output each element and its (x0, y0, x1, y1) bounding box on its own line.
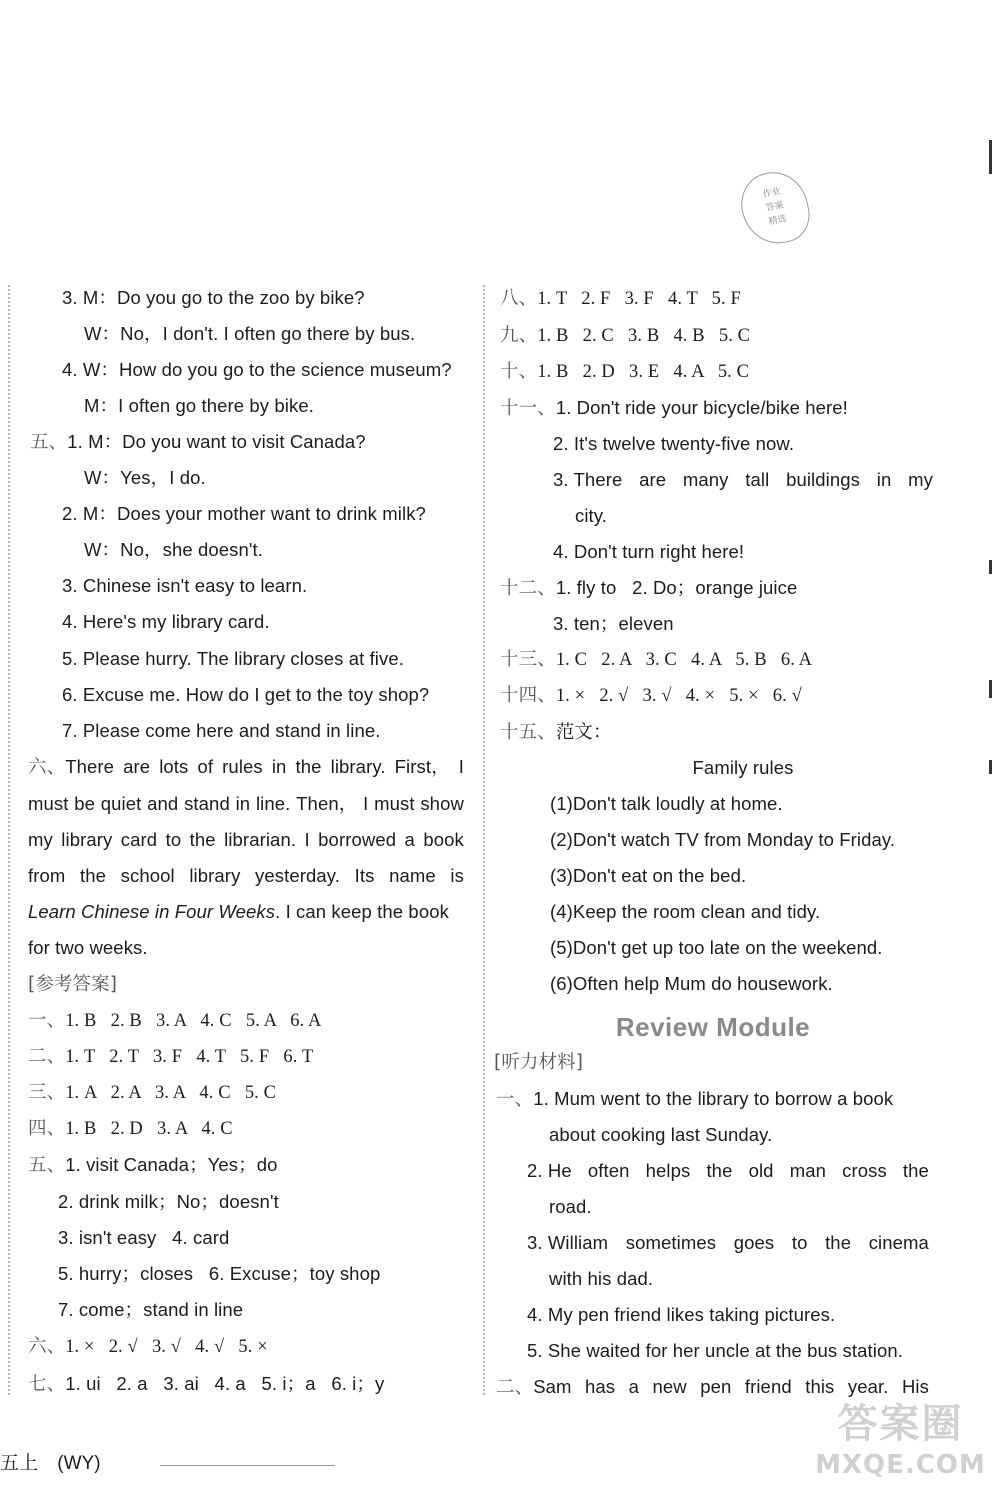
text-line: 4. My pen friend likes taking pictures. (527, 1304, 836, 1325)
answer-text: 1. B 2. C 3. B 4. B 5. C (537, 326, 751, 346)
section-number: 十一、 (500, 398, 556, 419)
word (28, 749, 114, 785)
grade-label: 五上 (0, 1452, 39, 1474)
word: year. (847, 1376, 889, 1397)
answer-line (28, 1329, 268, 1365)
word: There (65, 756, 115, 777)
answer-line (28, 1003, 321, 1039)
word: name (389, 865, 436, 886)
word: stand (184, 793, 230, 814)
word: new (652, 1376, 687, 1397)
word: old (748, 1160, 774, 1181)
answer-text: 1. × 2. √ 3. √ 4. × 5. × 6. √ (555, 686, 802, 706)
word: 2. He (527, 1160, 572, 1181)
essay-line: (4)Keep the room clean and tidy. (550, 901, 821, 922)
word: yesterday. (255, 865, 341, 886)
word: library. (330, 756, 386, 777)
answer-line (28, 1111, 233, 1147)
book-title: Learn Chinese in Four Weeks (28, 901, 276, 922)
footer-rule (160, 1465, 335, 1466)
answer-line (500, 354, 749, 390)
essay-title: Family rules (692, 757, 794, 778)
word: many (682, 469, 729, 490)
word: in (876, 469, 892, 490)
section-number: 十二、 (500, 578, 556, 599)
text-span: 1. Mum went to the library to borrow a book (533, 1088, 894, 1109)
text-line: with his dad. (549, 1268, 654, 1289)
word: and (147, 793, 179, 814)
section-number: 八、 (500, 288, 538, 309)
answer-text: 1. × 2. √ 3. √ 4. √ 5. × (65, 1337, 268, 1357)
answer-line: 3. isn't easy 4. card (58, 1227, 230, 1248)
page-footer (0, 1448, 101, 1478)
text-line: 4. Here's my library card. (62, 611, 270, 632)
answer-text: 1. Don't ride your bicycle/bike here! (555, 397, 848, 418)
word: library (61, 829, 113, 850)
section-title: Review Module (615, 1012, 811, 1042)
text-line: W：Yes，I do. (84, 467, 206, 488)
word: buildings (786, 469, 860, 490)
word: from (28, 865, 66, 886)
word: book (423, 829, 464, 850)
answer-text: 1. fly to 2. Do；orange juice (555, 577, 798, 598)
word: tall (745, 469, 770, 490)
word: my (28, 829, 53, 850)
word: Then， (296, 793, 358, 814)
answer-text: 1. C 2. A 3. C 4. A 5. B 6. A (555, 650, 813, 670)
watermark-text: 答案圈 (837, 1401, 964, 1447)
answer-text: 1. ui 2. a 3. ai 4. a 5. i；a 6. i；y (65, 1373, 385, 1394)
word: to (791, 1232, 808, 1253)
paragraph-line (28, 858, 464, 894)
word: has (585, 1376, 616, 1397)
text-line: road. (549, 1196, 592, 1217)
word: lots (159, 756, 189, 777)
answer-line: 7. come；stand in line (58, 1299, 244, 1320)
word: I (304, 829, 310, 850)
answer-text: 1. T 2. F 3. F 4. T 5. F (537, 289, 741, 309)
word: man (789, 1160, 826, 1181)
section-number: 五、 (28, 1155, 66, 1176)
edge-mark (989, 560, 992, 574)
word: His (901, 1376, 929, 1397)
section-number: 一、 (28, 1010, 66, 1031)
word: cross (842, 1160, 887, 1181)
word: sometimes (625, 1232, 717, 1253)
word: friend (744, 1376, 792, 1397)
answer-line (500, 714, 612, 750)
word: the (825, 1232, 852, 1253)
word: my (908, 469, 933, 490)
word: quiet (100, 793, 142, 814)
text-span: 1. M：Do you want to visit Canada? (67, 431, 366, 452)
section-label: 范文： (555, 722, 612, 743)
text-line: W：No，I don't. I often go there by bus. (84, 323, 416, 344)
word: borrowed (318, 829, 397, 850)
section-number: 四、 (28, 1118, 66, 1139)
text-line: W：No，she doesn't. (84, 539, 263, 560)
answer-text: 1. T 2. T 3. F 4. T 5. F 6. T (65, 1047, 314, 1067)
word: library (189, 865, 241, 886)
answer-line: 3. ten；eleven (553, 613, 674, 634)
word: I (458, 756, 464, 777)
section-number: 一、 (496, 1089, 534, 1110)
word: card (120, 829, 158, 850)
word: the (189, 829, 216, 850)
text-line (527, 1153, 929, 1189)
word: 3. William (527, 1232, 609, 1253)
answer-text: 1. visit Canada；Yes；do (65, 1154, 278, 1175)
word: helps (645, 1160, 691, 1181)
text-line (527, 1225, 929, 1261)
edition-label: (WY) (57, 1453, 101, 1474)
section-number: 二、 (496, 1377, 534, 1398)
answer-line (500, 678, 802, 714)
word: school (120, 865, 175, 886)
word: is (450, 865, 464, 886)
word: in (271, 756, 287, 777)
answer-line: 2. drink milk；No；doesn't (58, 1191, 279, 1212)
word: the (80, 865, 107, 886)
paragraph-line: for two weeks. (28, 937, 148, 958)
text-line: 2. M：Does your mother want to drink milk? (62, 503, 426, 524)
section-number: 十五、 (500, 722, 556, 743)
watermark-url: MXQE.COM (815, 1450, 986, 1480)
word: must (28, 793, 69, 814)
word: are (123, 756, 151, 777)
essay-line: (2)Don't watch TV from Monday to Friday. (550, 829, 896, 850)
answer-text: 1. B 2. D 3. A 4. C (65, 1119, 233, 1139)
word: must (374, 793, 415, 814)
answer-text: 1. B 2. B 3. A 4. C 5. A 6. A (65, 1011, 322, 1031)
text-line: 6. Excuse me. How do I get to the toy shop? (62, 684, 430, 705)
answer-line: city. (575, 505, 608, 526)
answer-line (553, 462, 933, 498)
section-number: 七、 (28, 1374, 66, 1395)
word: often (587, 1160, 630, 1181)
answer-line (500, 318, 750, 354)
word: Its (354, 865, 375, 886)
answer-line (28, 1366, 384, 1402)
text-span: . I can keep the book (275, 901, 449, 922)
text-line: 5. Please hurry. The library closes at five. (62, 648, 404, 669)
essay-line: (1)Don't talk loudly at home. (550, 793, 783, 814)
answers-header: [参考答案] (28, 974, 118, 995)
word: a (404, 829, 415, 850)
answer-line (500, 390, 848, 426)
essay-line: (6)Often help Mum do housework. (550, 973, 833, 994)
section-number: 六、 (28, 757, 66, 778)
word: pen (700, 1376, 732, 1397)
section-number: 十、 (500, 361, 538, 382)
word: show (420, 793, 464, 814)
word: I (363, 793, 369, 814)
paragraph-line (28, 894, 449, 930)
answer-line (28, 1039, 313, 1075)
section-number: 三、 (28, 1082, 66, 1103)
answer-text: 1. B 2. D 3. E 4. A 5. C (537, 362, 750, 382)
listening-header: [听力材料] (494, 1052, 584, 1073)
answer-line (500, 281, 741, 317)
essay-line: (3)Don't eat on the bed. (550, 865, 747, 886)
word: a (628, 1376, 640, 1397)
text-line: 5. She waited for her uncle at the bus station. (527, 1340, 903, 1361)
paragraph-line (28, 749, 464, 785)
text-line (30, 424, 366, 460)
word: cinema (868, 1232, 929, 1253)
word: of (197, 756, 214, 777)
word: the (295, 756, 322, 777)
word: are (639, 469, 667, 490)
text-line: 7. Please come here and stand in line. (62, 720, 381, 741)
answer-text: 1. A 2. A 3. A 4. C 5. C (65, 1083, 277, 1103)
column-divider (483, 285, 485, 1395)
edge-mark (989, 140, 992, 174)
word: be (74, 793, 96, 814)
answer-line (500, 570, 797, 606)
section-number: 六、 (28, 1336, 66, 1357)
word: the (902, 1160, 929, 1181)
word: goes (733, 1232, 775, 1253)
text-line: 4. W：How do you go to the science museum? (62, 359, 452, 380)
text-line: 3. Chinese isn't easy to learn. (62, 575, 308, 596)
essay-line: (5)Don't get up too late on the weekend. (550, 937, 883, 958)
answer-line (28, 1075, 276, 1111)
edge-mark (989, 680, 992, 698)
text-line (496, 1081, 893, 1117)
paragraph-line (28, 822, 464, 858)
answer-line (500, 642, 812, 678)
word: First， (394, 756, 450, 777)
section-number: 十四、 (500, 685, 556, 706)
section-number: 二、 (28, 1046, 66, 1067)
word (496, 1369, 572, 1405)
left-margin-rule (8, 285, 10, 1395)
stamp-seal: 作业 答案 精选 (735, 166, 815, 250)
text-line: M：I often go there by bike. (84, 395, 314, 416)
section-number: 五、 (30, 432, 68, 453)
paragraph-line (28, 786, 464, 822)
answer-line (28, 1147, 278, 1183)
word: librarian. (224, 829, 297, 850)
word: this (805, 1376, 835, 1397)
word: to (165, 829, 182, 850)
watermark-logo (808, 1400, 993, 1490)
word: Sam (533, 1376, 572, 1397)
answer-line: 5. hurry；closes 6. Excuse；toy shop (58, 1263, 381, 1284)
text-line: about cooking last Sunday. (549, 1124, 773, 1145)
answer-line: 2. It's twelve twenty-five now. (553, 433, 795, 454)
word: the (706, 1160, 733, 1181)
text-line: 3. M：Do you go to the zoo by bike? (62, 287, 365, 308)
word: in (235, 793, 251, 814)
section-number: 十三、 (500, 649, 556, 670)
word: rules (222, 756, 263, 777)
word: line. (255, 793, 291, 814)
word: 3. There (553, 469, 623, 490)
section-number: 九、 (500, 325, 538, 346)
answer-line: 4. Don't turn right here! (553, 541, 745, 562)
